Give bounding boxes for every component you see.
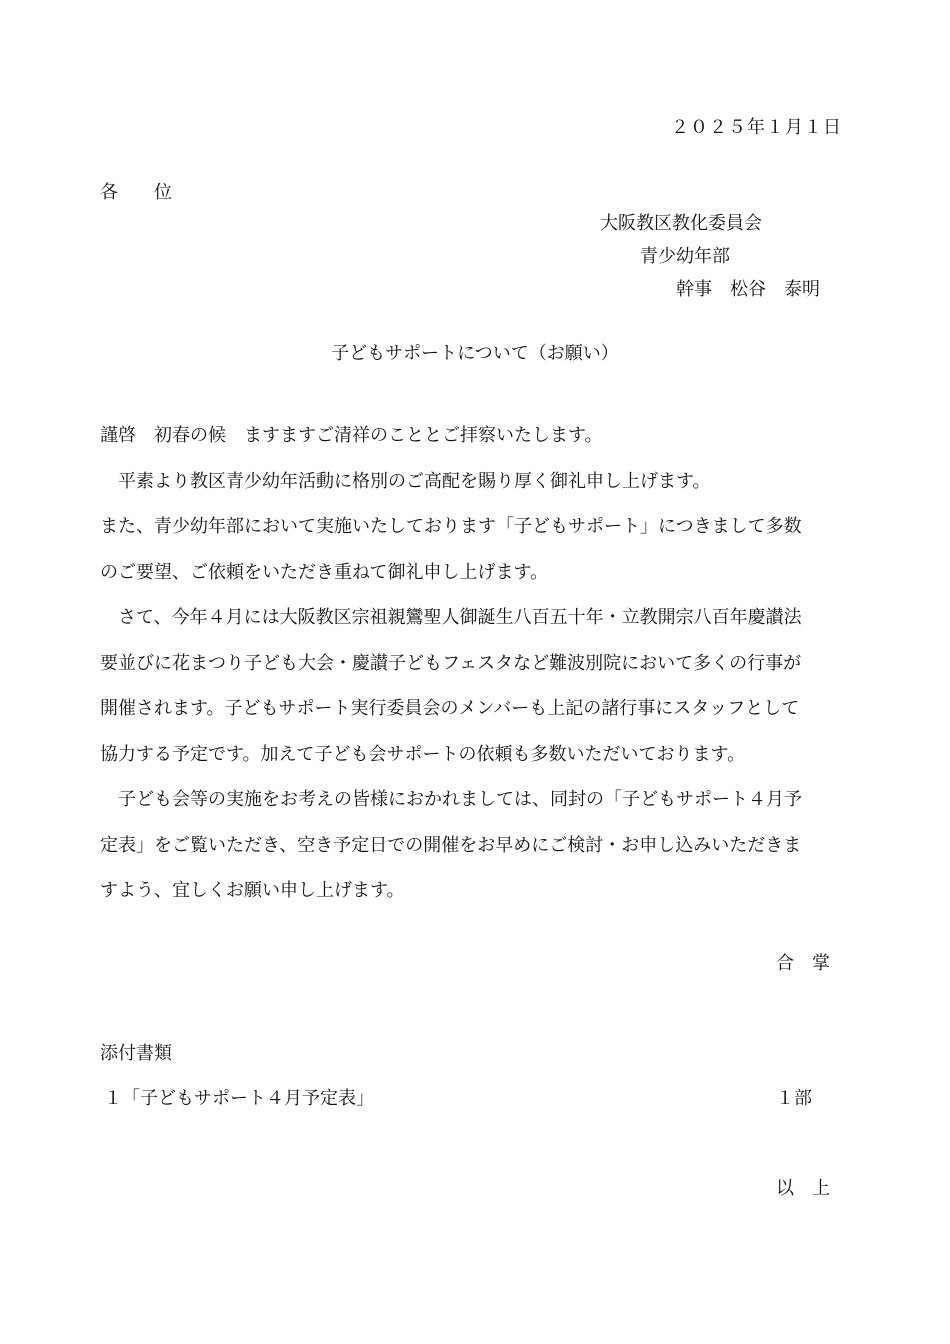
sender-name: 幹事 松谷 泰明 bbox=[676, 279, 820, 300]
body-line: 定表」をご覧いただき、空き予定日での開催をお早めにご検討・お申し込みいただきま bbox=[100, 834, 802, 856]
sender-department: 青少幼年部 bbox=[640, 246, 730, 267]
addressee: 各 位 bbox=[100, 182, 172, 203]
attachment-item: １「子どもサポート４月予定表」 bbox=[104, 1088, 374, 1109]
end-mark: 以 上 bbox=[776, 1178, 830, 1199]
body-line: 謹啓 初春の候 ますますご清祥のこととご拝察いたします。 bbox=[100, 425, 603, 446]
body-line: 平素より教区青少幼年活動に格別のご高配を賜り厚く御礼申し上げます。 bbox=[100, 470, 711, 492]
body-line: また、青少幼年部において実施いたしております「子どもサポート」につきまして多数 bbox=[100, 516, 802, 537]
closing-phrase: 合 掌 bbox=[776, 953, 830, 974]
body-line: 子ども会等の実施をお考えの皆様におかれましては、同封の「子どもサポート４月予 bbox=[100, 789, 802, 810]
attachment-quantity: １部 bbox=[776, 1088, 812, 1109]
document-title: 子どもサポートについて（お願い） bbox=[331, 343, 619, 364]
body-line: のご要望、ご依頼をいただき重ねて御礼申し上げます。 bbox=[100, 561, 549, 583]
attachments-heading: 添付書類 bbox=[100, 1043, 172, 1064]
sender-organization: 大阪教区教化委員会 bbox=[600, 213, 762, 234]
letter-body bbox=[100, 413, 850, 914]
body-line: さて、今年４月には大阪教区宗祖親鸞聖人御誕生八百五十年・立教開宗八百年慶讃法 bbox=[100, 607, 802, 628]
body-line: すよう、宜しくお願い申し上げます。 bbox=[100, 880, 405, 901]
body-line: 要並びに花まつり子ども大会・慶讃子どもフェスタなど難波別院において多くの行事が bbox=[100, 652, 802, 674]
document-date: ２０２５年１月１日 bbox=[671, 117, 842, 138]
body-line: 開催されます。子どもサポート実行委員会のメンバーも上記の諸行事にスタッフとして bbox=[100, 698, 800, 719]
body-line: 協力する予定です。加えて子ども会サポートの依頼も多数いただいております。 bbox=[100, 743, 746, 765]
